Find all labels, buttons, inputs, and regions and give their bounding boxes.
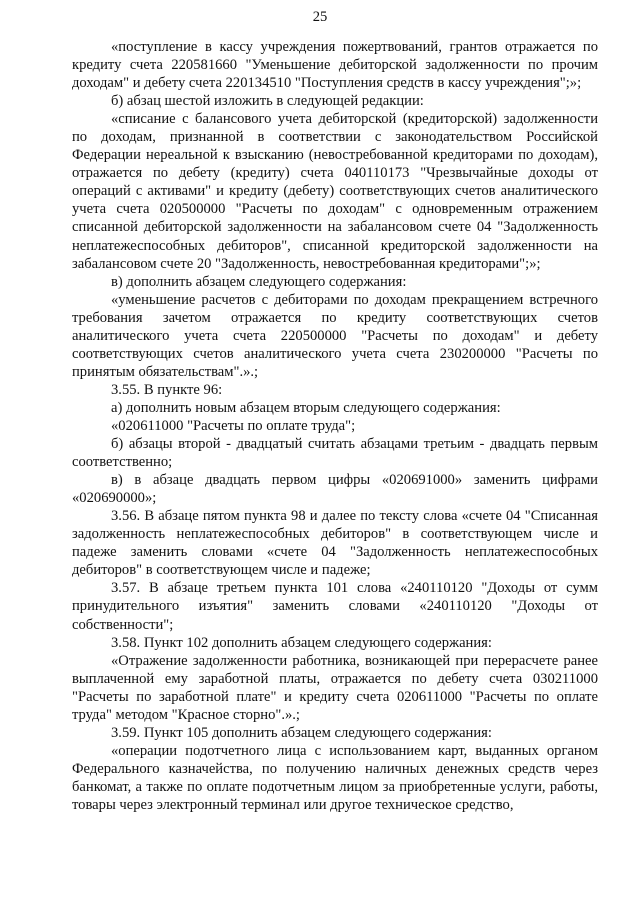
paragraph: «списание с балансового учета дебиторской (кредиторской) задолженности по доходам, признанной в соответствии с законодательством Российской Федерации нереальной к взысканию (невостребованной кредиторами по доходам), отражается по дебету (кредиту) счета 040110173 "Чрезвычайные доходы от операций с активами" и кредиту (дебету) соответствующих счетов аналитического учета счета 020500000 "Расчеты по доходам" с одновременным отражением списанной дебиторской задолженности на забалансовом счете 04 "Задолженность неплатежеспособных дебиторов", списанной кредиторской задолженности на забалансовом счете 20 "Задолженность, невостребованная кредиторами";»; — [72, 111, 598, 272]
paragraph: «поступление в кассу учреждения пожертвований, грантов отражается по кредиту счета 220581660 "Уменьшение дебиторской задолженности по прочим доходам" и дебету счета 220134510 "Поступления средств в кассу учреждения";»; — [72, 39, 598, 92]
paragraph: б) абзац шестой изложить в следующей редакции: — [111, 93, 424, 110]
paragraph: «операции подотчетного лица с использованием карт, выданных органом Федерального казначейства, по получению наличных денежных средств через банкомат, а также по оплате подотчетным лицом за приобретенные услуги, работы, товары через электронный терминал или другое техническое средство, — [72, 742, 598, 813]
paragraph: 3.55. В пункте 96: — [111, 381, 223, 398]
paragraph: а) дополнить новым абзацем вторым следующего содержания: — [111, 399, 501, 416]
document-body — [72, 38, 598, 814]
paragraph: 3.57. В абзаце третьем пункта 101 слова «240110120 "Доходы от сумм принудительного изъятия" заменить словами «240110120 "Доходы от собственности"; — [72, 580, 598, 633]
paragraph: в) дополнить абзацем следующего содержания: — [111, 273, 407, 290]
paragraph: «уменьшение расчетов с дебиторами по доходам прекращением встречного требования зачетом отражается по кредиту соответствующих счетов аналитического учета счета 220500000 "Расчеты по доходам" и дебету соответствующих счетов аналитического учета счета 230200000 "Расчеты по принятым обязательствам".».; — [72, 291, 598, 380]
paragraph: 3.59. Пункт 105 дополнить абзацем следующего содержания: — [111, 724, 492, 741]
paragraph: 3.58. Пункт 102 дополнить абзацем следующего содержания: — [111, 634, 492, 651]
paragraph: 3.56. В абзаце пятом пункта 98 и далее по тексту слова «счете 04 "Списанная задолженность неплатежеспособных дебиторов" в соответствующем числе и падеже заменить словами «счете 04 "Задолженность неплатежеспособных дебиторов" в соответствующем числе и падеже; — [72, 508, 598, 579]
paragraph: «020611000 "Расчеты по оплате труда"; — [111, 417, 356, 434]
paragraph: «Отражение задолженности работника, возникающей при перерасчете ранее выплаченной ему заработной платы, отражается по дебету счета 030211000 "Расчеты по заработной плате" и кредиту счета 020611000 "Расчеты по оплате труда" методом "Красное сторно".».; — [72, 652, 598, 723]
paragraph: в) в абзаце двадцать первом цифры «020691000» заменить цифрами «020690000»; — [72, 472, 598, 507]
paragraph: б) абзацы второй - двадцатый считать абзацами третьим - двадцать первым соответственно; — [72, 436, 598, 471]
page-number: 25 — [312, 9, 328, 25]
